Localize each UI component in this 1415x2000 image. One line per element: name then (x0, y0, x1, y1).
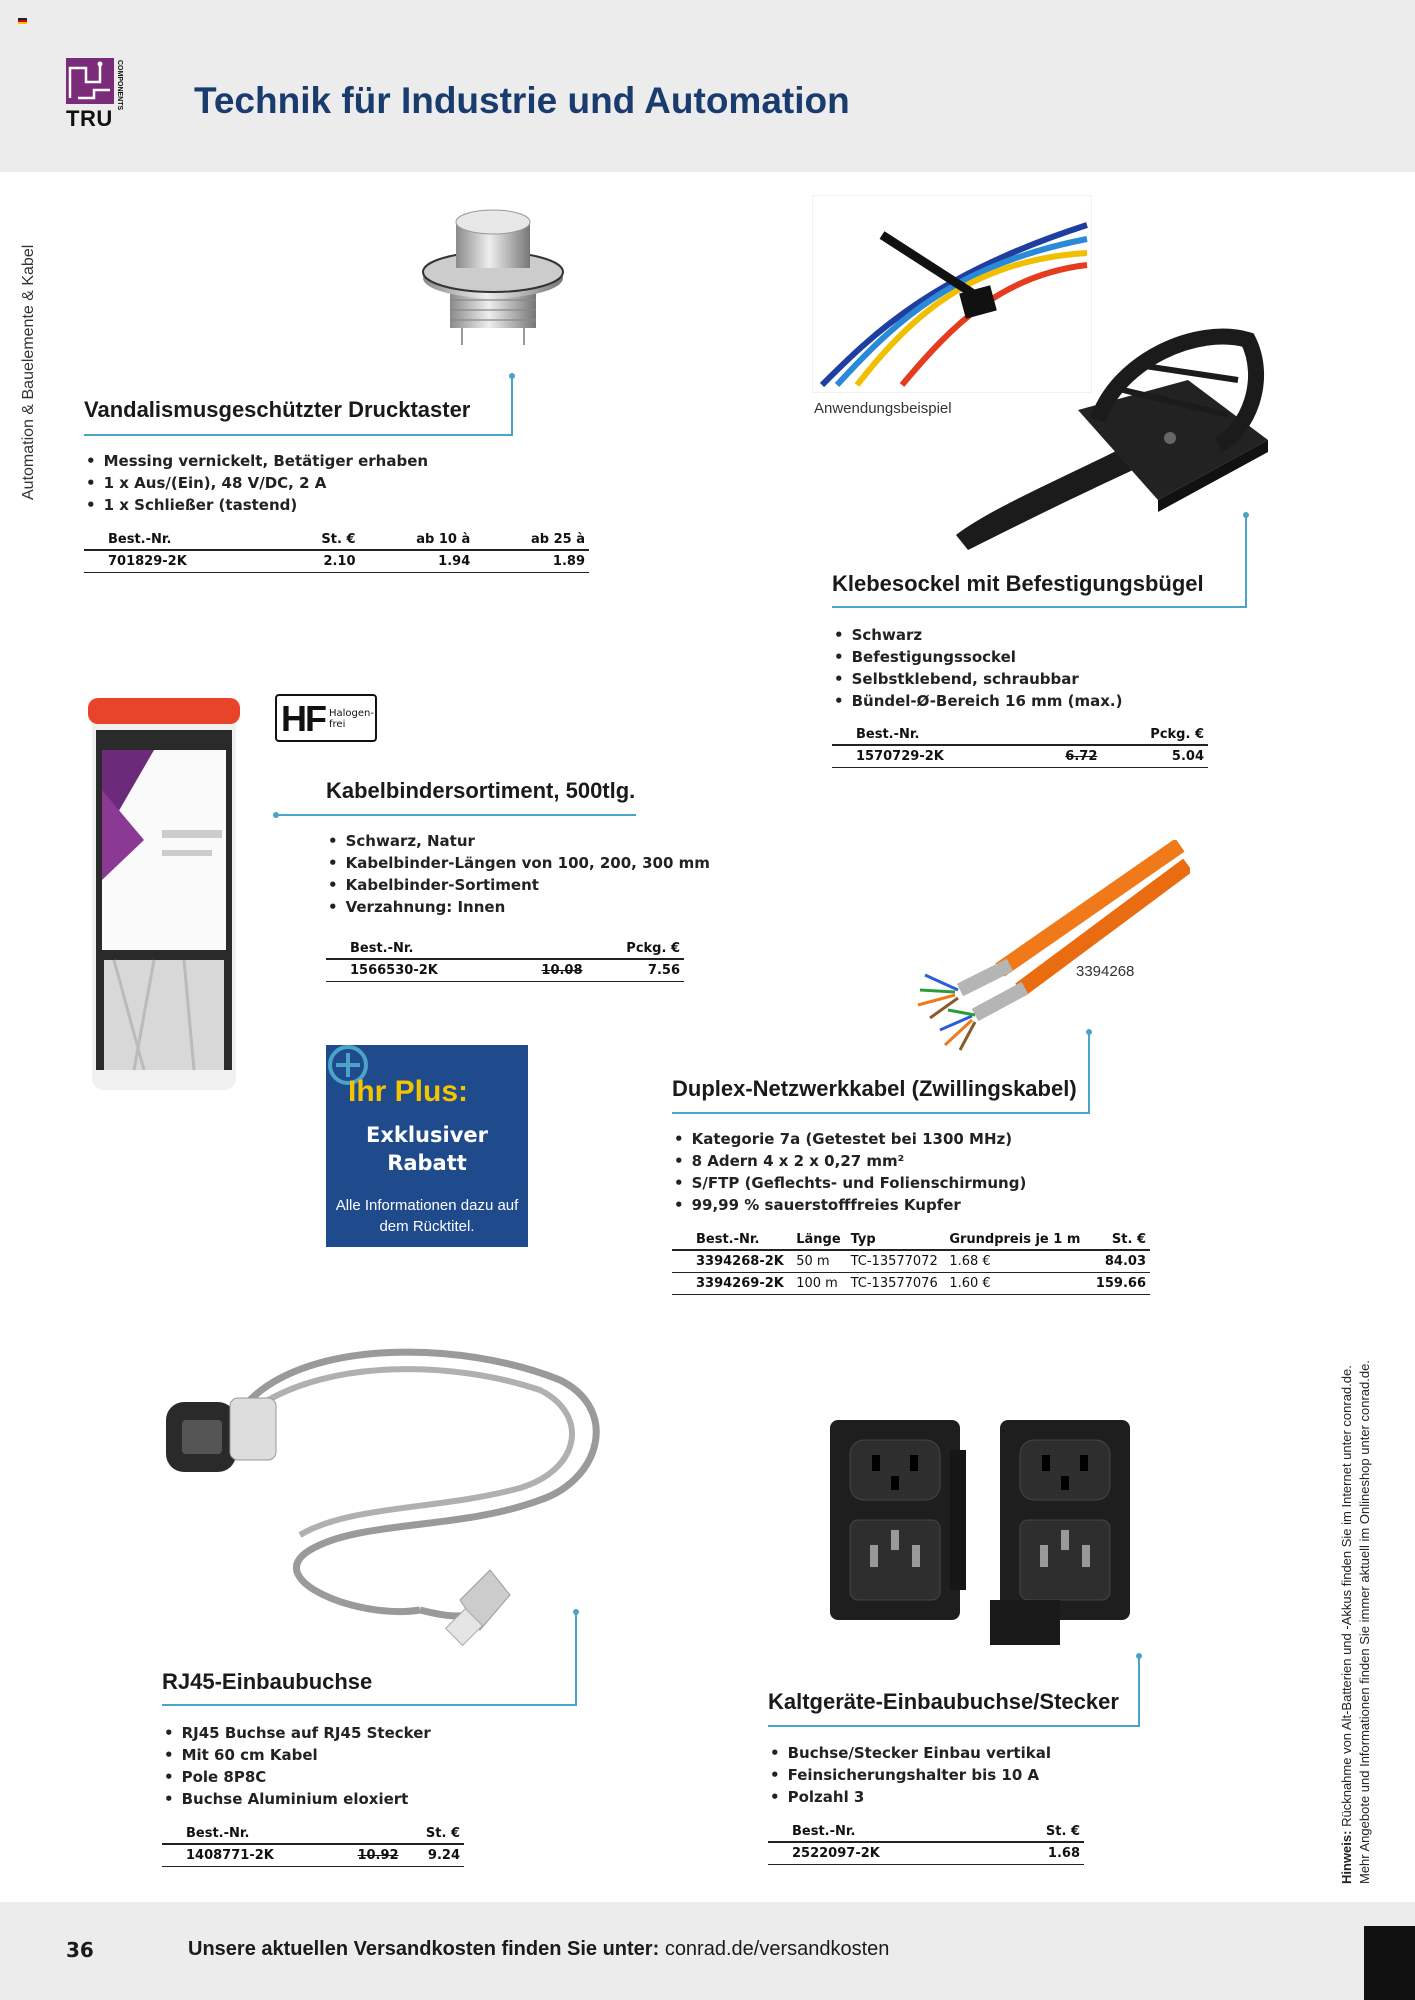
feature-list (834, 624, 1122, 712)
cable-tie-jar-image (84, 690, 244, 1100)
brand-name: TRU (66, 106, 113, 131)
page-footer (0, 1902, 1415, 2000)
column-header: Grundpreis je 1 m (945, 1230, 1089, 1250)
feature-item: • Mit 60 cm Kabel (164, 1744, 431, 1766)
column-header: Best.-Nr. (326, 939, 509, 959)
price: 1.68 (1000, 1842, 1084, 1865)
accent-line (276, 814, 636, 816)
logo-mark-icon (66, 58, 114, 104)
length: 100 m (792, 1273, 846, 1295)
feature-item: • 1 x Schließer (tastend) (86, 494, 428, 516)
old-price: 6.72 (1032, 745, 1101, 768)
accent-line (1138, 1657, 1140, 1727)
column-header: ab 25 à (474, 530, 589, 550)
feature-item: • S/FTP (Geflechts- und Folienschirmung) (674, 1172, 1026, 1194)
promo-note: Alle Informationen dazu auf dem Rücktitel. (335, 1197, 519, 1235)
feature-item: • Bündel-Ø-Bereich 16 mm (max.) (834, 690, 1122, 712)
order-number: 3394269-2K (672, 1273, 792, 1295)
column-header: St. € (403, 1824, 464, 1844)
column-header: Best.-Nr. (672, 1230, 792, 1250)
shipping-note-text: Unsere aktuellen Versandkosten finden Sie unter: (188, 1938, 665, 1960)
column-header: St. € (1000, 1822, 1084, 1842)
brand-logo (66, 58, 128, 131)
column-header: Best.-Nr. (832, 725, 1032, 745)
feature-item: • Feinsicherungshalter bis 10 A (770, 1764, 1051, 1786)
accent-line (768, 1725, 1140, 1727)
old-price: 10.92 (331, 1844, 403, 1867)
feature-item: • Kategorie 7a (Getestet bei 1300 MHz) (674, 1128, 1026, 1150)
accent-dot (573, 1609, 579, 1615)
column-header (331, 1824, 403, 1844)
promo-box (326, 1045, 528, 1247)
accent-dot (1136, 1653, 1142, 1659)
page-header (0, 0, 1415, 172)
accent-line (511, 376, 513, 436)
column-header: Pckg. € (587, 939, 684, 959)
product-title: RJ45-Einbaubuchse (162, 1669, 373, 1694)
accent-line (162, 1704, 577, 1706)
price: 5.04 (1101, 745, 1208, 768)
table-header-row (672, 1230, 1150, 1250)
table-row (326, 959, 684, 982)
column-header: Länge (792, 1230, 846, 1250)
type: TC-13577072 (847, 1250, 946, 1273)
table-header-row (832, 725, 1208, 745)
price-table (326, 939, 684, 982)
price-table (832, 725, 1208, 768)
push-button-image (400, 200, 590, 350)
accent-dot (1243, 512, 1249, 518)
promo-line: Rabatt (387, 1151, 467, 1175)
feature-item: • Befestigungssockel (834, 646, 1122, 668)
price: 2.10 (282, 550, 360, 573)
order-number: 1570729-2K (832, 745, 1032, 768)
table-row (832, 745, 1208, 768)
column-header: Best.-Nr. (162, 1824, 331, 1844)
corner-tab (1364, 1926, 1415, 2000)
image-caption: Anwendungsbeispiel (814, 400, 952, 417)
column-header: ab 10 à (360, 530, 475, 550)
feature-item: • Selbstklebend, schraubbar (834, 668, 1122, 690)
badge-label: Halogen-frei (329, 708, 374, 730)
table-row (84, 550, 589, 573)
brand-subtitle: COMPONENTS (116, 60, 123, 111)
price: 159.66 (1090, 1273, 1150, 1295)
price: 84.03 (1090, 1250, 1150, 1273)
feature-item: • 8 Adern 4 x 2 x 0,27 mm² (674, 1150, 1026, 1172)
table-row (162, 1844, 464, 1867)
accent-line (672, 1112, 1090, 1114)
type: TC-13577076 (847, 1273, 946, 1295)
feature-list (674, 1128, 1026, 1216)
feature-item: • 1 x Aus/(Ein), 48 V/DC, 2 A (86, 472, 428, 494)
table-header-row (326, 939, 684, 959)
feature-item: • Messing vernickelt, Betätiger erhaben (86, 450, 428, 472)
price: 1.89 (474, 550, 589, 573)
side-note-line (1338, 1288, 1356, 1884)
image-caption: 3394268 (1076, 963, 1135, 980)
price-table (84, 530, 589, 573)
length: 50 m (792, 1250, 846, 1273)
table-header-row (162, 1824, 464, 1844)
column-header: St. € (282, 530, 360, 550)
badge-abbreviation: HF (281, 698, 325, 739)
order-number: 2522097-2K (768, 1842, 1000, 1865)
price: 7.56 (587, 959, 684, 982)
feature-list (328, 830, 710, 918)
side-note-line: Mehr Angebote und Informationen finden Sie immer aktuell im Onlineshop unter conrad.de. (1357, 1360, 1372, 1884)
feature-item: • Polzahl 3 (770, 1786, 1051, 1808)
product-title: Vandalismusgeschützter Drucktaster (84, 397, 471, 422)
feature-item: • Pole 8P8C (164, 1766, 431, 1788)
feature-item: • Kabelbinder-Sortiment (328, 874, 710, 896)
column-header: Best.-Nr. (84, 530, 282, 550)
product-title: Duplex-Netzwerkkabel (Zwillingskabel) (672, 1076, 1077, 1101)
accent-line (84, 434, 513, 436)
base-price: 1.68 € (945, 1250, 1089, 1273)
feature-list (770, 1742, 1051, 1808)
product-title: Kabelbindersortiment, 500tlg. (326, 778, 636, 803)
base-price: 1.60 € (945, 1273, 1089, 1295)
feature-item: • 99,99 % sauerstofffreies Kupfer (674, 1194, 1026, 1216)
old-price: 10.08 (509, 959, 587, 982)
price-table (672, 1230, 1150, 1295)
feature-item: • Buchse Aluminium eloxiert (164, 1788, 431, 1810)
promo-title: Ihr Plus: (348, 1075, 469, 1108)
price-table (768, 1822, 1084, 1865)
flag-icon (18, 18, 27, 24)
shipping-note (188, 1938, 889, 1961)
price-table (162, 1824, 464, 1867)
order-number: 1408771-2K (162, 1844, 331, 1867)
order-number: 3394268-2K (672, 1250, 792, 1273)
column-header (509, 939, 587, 959)
feature-item: • Kabelbinder-Längen von 100, 200, 300 mm (328, 852, 710, 874)
halogen-free-badge (275, 694, 377, 742)
feature-list (164, 1722, 431, 1810)
accent-dot (509, 373, 515, 379)
side-note (1338, 1288, 1388, 1884)
column-header (1032, 725, 1101, 745)
column-header: Typ (847, 1230, 946, 1250)
column-header: Best.-Nr. (768, 1822, 1000, 1842)
feature-list (86, 450, 428, 516)
price: 9.24 (403, 1844, 464, 1867)
product-title: Kaltgeräte-Einbaubuchse/Stecker (768, 1689, 1119, 1714)
feature-item: • Verzahnung: Innen (328, 896, 710, 918)
promo-line: Exklusiver (366, 1123, 488, 1147)
page-number: 36 (66, 1938, 94, 1962)
table-header-row (84, 530, 589, 550)
adhesive-mount-image (948, 320, 1278, 555)
shipping-link[interactable]: conrad.de/versandkosten (664, 1938, 890, 1960)
table-row (672, 1273, 1150, 1295)
column-header: Pckg. € (1101, 725, 1208, 745)
accent-line (575, 1612, 577, 1706)
accent-line (1088, 1032, 1090, 1114)
iec-socket-image (820, 1410, 1140, 1645)
rj45-socket-image (160, 1320, 610, 1660)
accent-line (1245, 516, 1247, 608)
side-note-text: Rücknahme von Alt-Batterien und -Akkus finden Sie im Internet unter conrad.de. (1339, 1365, 1354, 1827)
product-title: Klebesockel mit Befestigungsbügel (832, 571, 1204, 596)
table-row (672, 1250, 1150, 1273)
table-row (768, 1842, 1084, 1865)
feature-item: • Buchse/Stecker Einbau vertikal (770, 1742, 1051, 1764)
feature-item: • RJ45 Buchse auf RJ45 Stecker (164, 1722, 431, 1744)
accent-line (832, 606, 1247, 608)
order-number: 701829-2K (84, 550, 282, 573)
section-side-label: Automation & Bauelemente & Kabel (20, 244, 37, 500)
order-number: 1566530-2K (326, 959, 509, 982)
feature-item: • Schwarz (834, 624, 1122, 646)
price: 1.94 (360, 550, 475, 573)
column-header: St. € (1090, 1230, 1150, 1250)
network-cable-image (900, 840, 1190, 1060)
accent-dot (1086, 1029, 1092, 1035)
feature-item: • Schwarz, Natur (328, 830, 710, 852)
table-header-row (768, 1822, 1084, 1842)
side-note-label: Hinweis: (1339, 1830, 1354, 1884)
page-title: Technik für Industrie und Automation (194, 80, 850, 121)
